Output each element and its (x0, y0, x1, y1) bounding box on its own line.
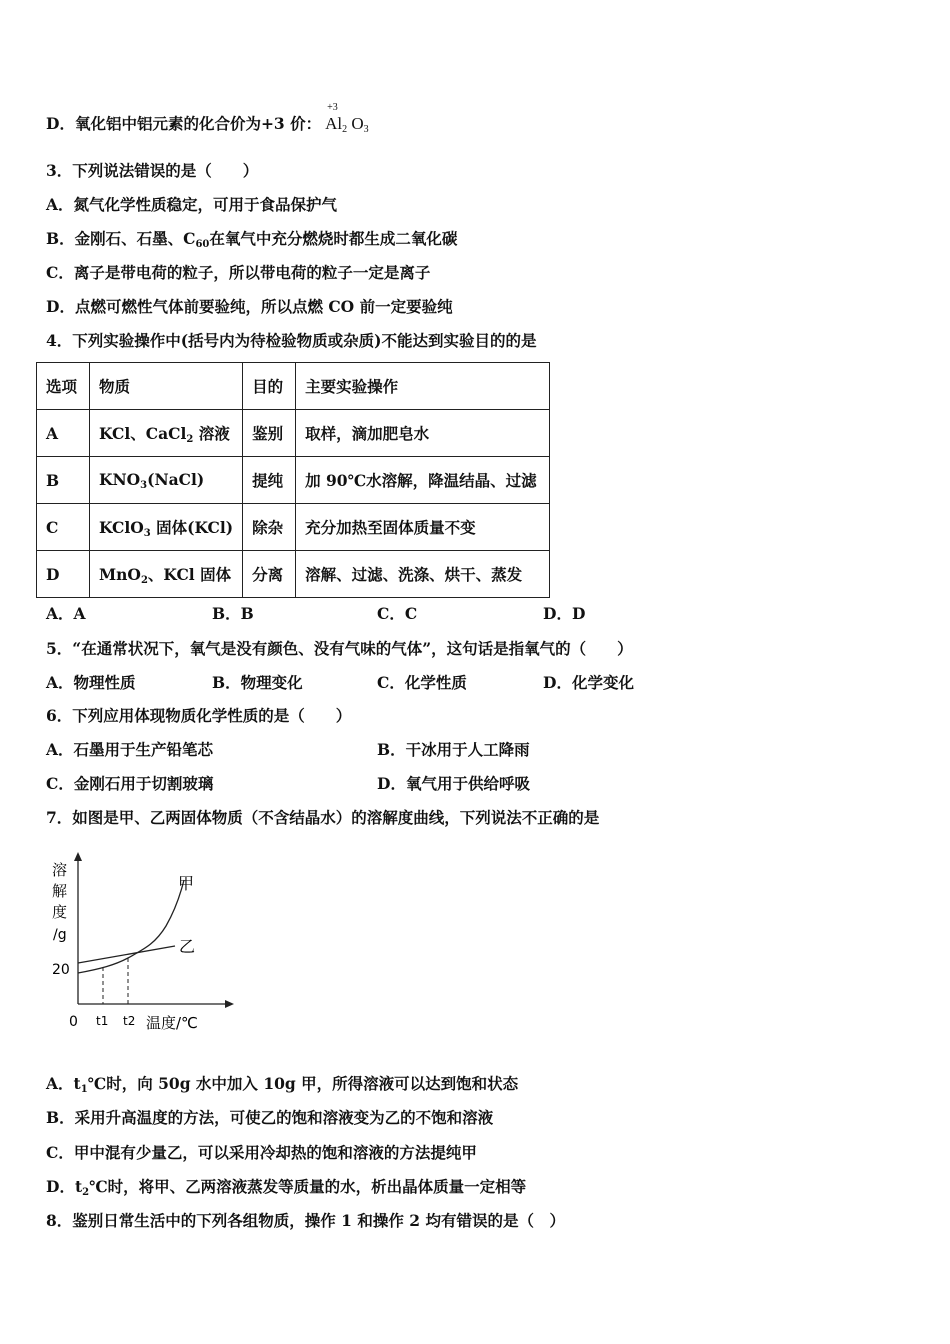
q6-stem: 6．下列应用体现物质化学性质的是（ ） (46, 706, 352, 725)
table-row (37, 551, 550, 598)
q6-option-c: C．金刚石用于切割玻璃 (46, 774, 214, 793)
q4-option-d: D．D (543, 604, 586, 623)
table-header-row (37, 363, 550, 410)
q3-option-c: C．离子是带电荷的粒子，所以带电荷的粒子一定是离子 (46, 263, 431, 282)
q3-stem: 3．下列说法错误的是（ ） (46, 161, 259, 180)
q7-option-c: C．甲中混有少量乙，可以采用冷却热的饱和溶液的方法提纯甲 (46, 1143, 477, 1162)
table-cell: 加 90℃水溶解，降温结晶、过滤 (296, 457, 550, 504)
table-cell: 充分加热至固体质量不变 (296, 504, 550, 551)
series-jia-curve (78, 880, 184, 973)
q4-stem: 4．下列实验操作中(括号内为待检验物质或杂质)不能达到实验目的的是 (46, 331, 537, 350)
y-tick-20: 20 (52, 962, 70, 978)
table-cell: B (37, 457, 90, 504)
q6-option-b: B．干冰用于人工降雨 (377, 740, 530, 759)
table-header-cell: 物质 (90, 363, 243, 410)
table-cell: KCl、CaCl$_2$ 溶液 (90, 410, 243, 457)
q7-option-a: A．$t_1℃$时，向 50g 水中加入 10g 甲，所得溶液可以达到饱和状态 (46, 1074, 519, 1095)
table-cell: MnO$_2$、KCl 固体 (90, 551, 243, 598)
experiment-table (36, 362, 550, 598)
table-cell: 分离 (243, 551, 296, 598)
table-row (37, 457, 550, 504)
x-tick-t1: t1 (96, 1014, 109, 1028)
table-row (37, 410, 550, 457)
series-yi-label: 乙 (179, 937, 196, 956)
table-cell: KClO$_3$ 固体(KCl) (90, 504, 243, 551)
q4-option-c: C．C (377, 604, 418, 623)
y-axis-arrow (74, 852, 82, 861)
series-jia-label: 甲 (178, 874, 195, 893)
table-cell: C (37, 504, 90, 551)
table-header-cell: 主要实验操作 (296, 363, 550, 410)
y-label-char: 溶 (52, 861, 68, 879)
table-row (37, 504, 550, 551)
q5-option-a: A．物理性质 (46, 673, 136, 692)
table-cell: 除杂 (243, 504, 296, 551)
origin-label: 0 (69, 1014, 78, 1030)
table-header-cell: 选项 (37, 363, 90, 410)
q5-option-d: D．化学变化 (543, 673, 634, 692)
y-label-char: /g (53, 927, 67, 943)
table-header-cell: 目的 (243, 363, 296, 410)
q4-option-b: B．B (212, 604, 254, 623)
x-tick-t2: t2 (123, 1014, 136, 1028)
table-cell: 鉴别 (243, 410, 296, 457)
q6-option-d: D．氧气用于供给呼吸 (377, 774, 530, 793)
table-cell: 取样，滴加肥皂水 (296, 410, 550, 457)
q8-stem: 8．鉴别日常生活中的下列各组物质，操作 1 和操作 2 均有错误的是（ ） (46, 1211, 565, 1230)
q5-option-c: C．化学性质 (377, 673, 467, 692)
q3-option-b: B．金刚石、石墨、$C_{60}$在氧气中充分燃烧时都生成二氧化碳 (46, 229, 458, 250)
q7-stem: 7．如图是甲、乙两固体物质（不含结晶水）的溶解度曲线，下列说法不正确的是 (46, 808, 600, 827)
q2-option-d: D．氧化铝中铝元素的化合价为+3 价： +3 $Al_2$ $O_3$ (46, 114, 369, 140)
q5-stem: 5．“在通常状况下，氧气是没有颜色、没有气味的气体”，这句话是指氧气的（ ） (46, 639, 633, 658)
q5-option-b: B．物理变化 (212, 673, 303, 692)
q3-option-a: A．氮气化学性质稳定，可用于食品保护气 (46, 195, 338, 214)
series-yi-line (78, 946, 175, 963)
q7-option-b: B．采用升高温度的方法，可使乙的饱和溶液变为乙的不饱和溶液 (46, 1108, 494, 1127)
y-label-char: 度 (52, 903, 68, 921)
table-cell: A (37, 410, 90, 457)
q6-option-a: A．石墨用于生产铅笔芯 (46, 740, 214, 759)
solubility-chart (40, 848, 250, 1038)
q7-option-d: D．$t_2℃$时，将甲、乙两溶液蒸发等质量的水，析出晶体质量一定相等 (46, 1177, 527, 1198)
table-cell: D (37, 551, 90, 598)
al2o3-formula: +3 $Al_2$ $O_3$ (325, 102, 369, 135)
y-label-char: 解 (52, 882, 68, 900)
table-cell: $KNO_3(NaCl)$ (90, 457, 243, 504)
x-axis-arrow (225, 1000, 234, 1008)
q3-option-d: D．点燃可燃性气体前要验纯，所以点燃 CO 前一定要验纯 (46, 297, 453, 316)
x-axis-label: 温度/℃ (146, 1014, 198, 1032)
table-cell: 溶解、过滤、洗涤、烘干、蒸发 (296, 551, 550, 598)
q4-option-a: A．A (46, 604, 86, 623)
table-cell: 提纯 (243, 457, 296, 504)
